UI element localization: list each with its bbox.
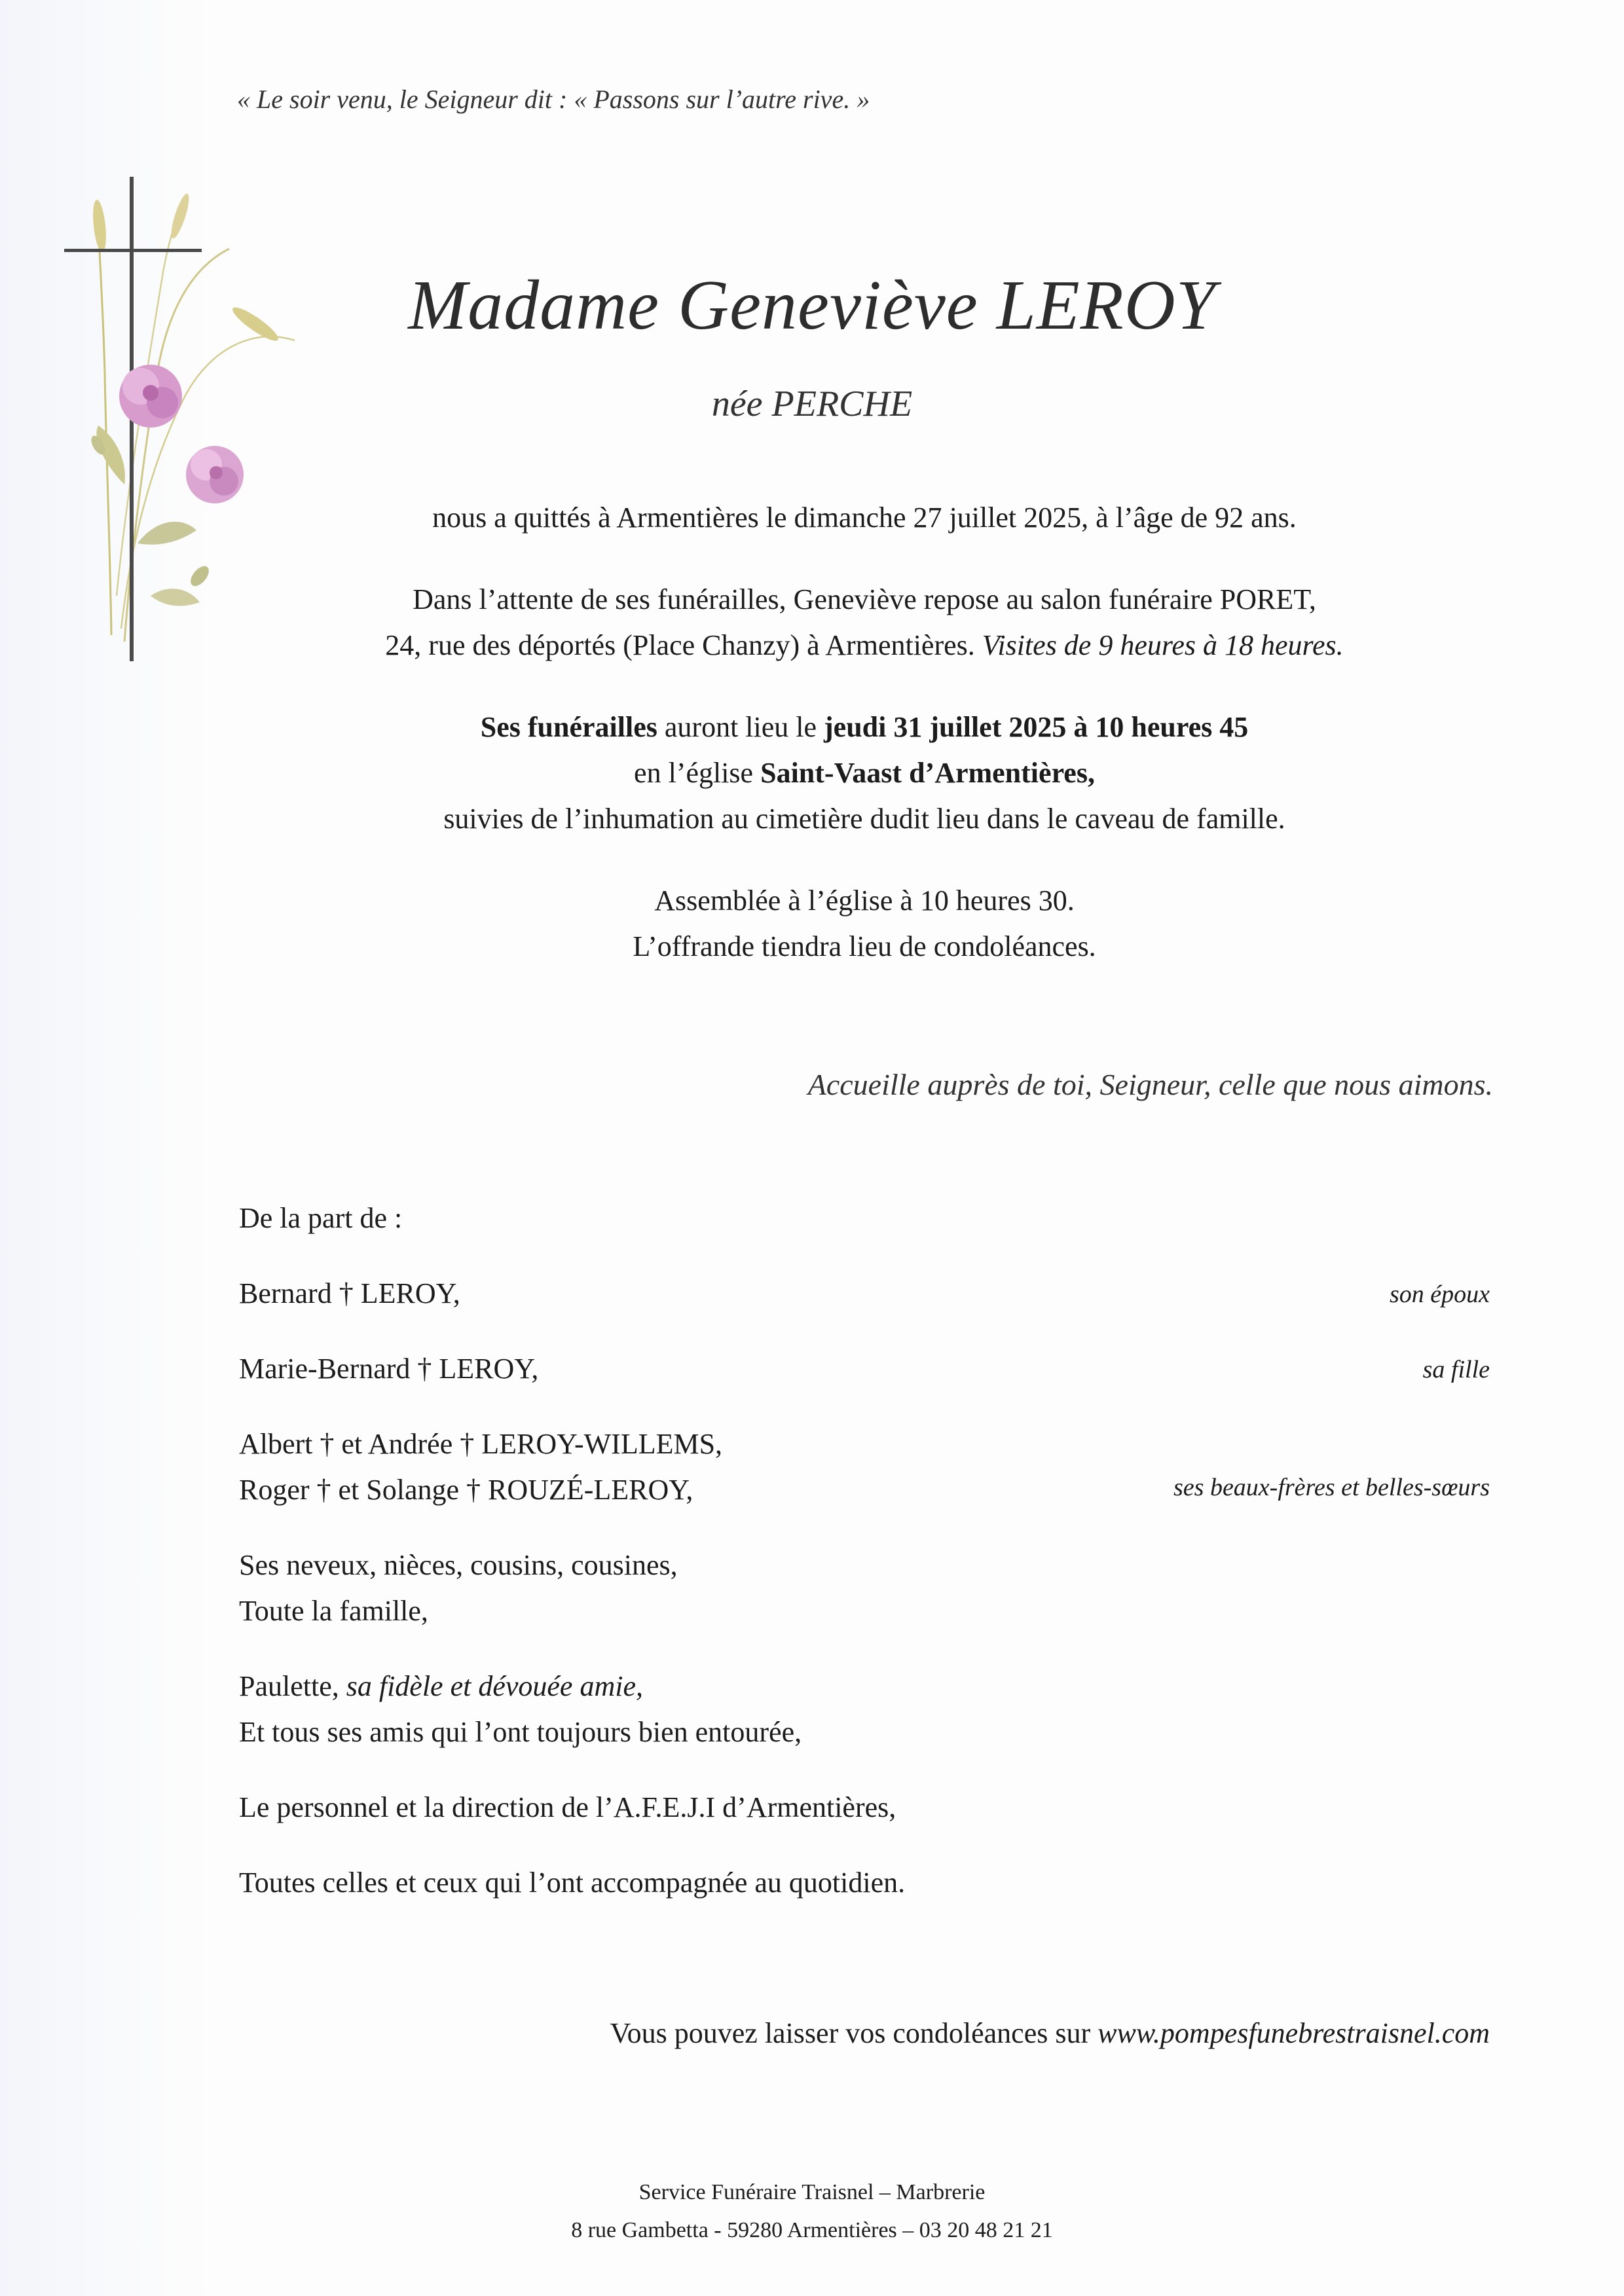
family-inlaws-1: Albert † et Andrée † LEROY-WILLEMS, — [239, 1428, 723, 1460]
funeral-line — [0, 710, 1624, 744]
family-all: Toutes celles et ceux qui l’ont accompagnée au quotidien. — [239, 1867, 906, 1899]
burial-line: suivies de l’inhumation au cimetière dudit lieu dans le caveau de famille. — [443, 803, 1285, 835]
deceased-name: Madame Geneviève LEROY — [408, 266, 1216, 344]
family-relatives-2: Toute la famille, — [239, 1595, 428, 1627]
family-inlaws-role: ses beaux-frères et belles-sœurs — [1173, 1474, 1490, 1501]
family-inlaws-2: Roger † et Solange † ROUZÉ-LEROY, — [239, 1474, 693, 1506]
condolences-text: Vous pouvez laisser vos condoléances sur — [610, 2017, 1091, 2049]
rest-line-2 — [0, 629, 1624, 662]
family-friend — [239, 1669, 643, 1703]
church-line — [0, 756, 1624, 790]
condolences-url[interactable]: www.pompesfunebrestraisnel.com — [1098, 2017, 1490, 2049]
family-husband-role: son époux — [1389, 1281, 1490, 1308]
assembly-line: Assemblée à l’église à 10 heures 30. — [654, 884, 1075, 917]
funeral-date: jeudi 31 juillet 2025 à 10 heures 45 — [824, 711, 1249, 743]
offering-line: L’offrande tiendra lieu de condoléances. — [633, 930, 1096, 962]
footer-company: Service Funéraire Traisnel – Marbrerie — [638, 2180, 986, 2204]
family-friends: Et tous ses amis qui l’ont toujours bien entourée, — [239, 1716, 802, 1748]
death-notice: nous a quittés à Armentières le dimanche 27 juillet 2025, à l’âge de 92 ans. — [432, 501, 1297, 534]
church-prefix: en l’église — [634, 757, 754, 789]
footer-address: 8 rue Gambetta - 59280 Armentières – 03 20 48 21 21 — [571, 2218, 1053, 2242]
rest-line-1: Dans l’attente de ses funérailles, Geneviève repose au salon funéraire PORET, — [413, 583, 1316, 615]
family-daughter-role: sa fille — [1422, 1356, 1490, 1383]
motto: Accueille auprès de toi, Seigneur, celle que nous aimons. — [807, 1068, 1493, 1101]
family-staff: Le personnel et la direction de l’A.F.E.J.I d’Armentières, — [239, 1791, 896, 1823]
funeral-label: Ses funérailles — [480, 711, 657, 743]
family-intro: De la part de : — [239, 1202, 403, 1234]
friend-name: Paulette, — [239, 1670, 339, 1702]
visiting-hours: Visites de 9 heures à 18 heures. — [982, 629, 1344, 661]
funeral-mid: auront lieu le — [664, 711, 817, 743]
family-relatives-1: Ses neveux, nièces, cousins, cousines, — [239, 1549, 678, 1581]
friend-desc: sa fidèle et dévouée amie, — [346, 1670, 643, 1702]
epigraph: « Le soir venu, le Seigneur dit : « Passons sur l’autre rive. » — [237, 84, 870, 114]
family-husband: Bernard † LEROY, — [239, 1277, 460, 1309]
rest-address: 24, rue des déportés (Place Chanzy) à Armentières. — [385, 629, 975, 661]
family-daughter: Marie-Bernard † LEROY, — [239, 1353, 539, 1385]
church-name: Saint-Vaast d’Armentières, — [760, 757, 1095, 789]
condolences-line — [610, 2016, 1490, 2050]
maiden-name: née PERCHE — [711, 384, 913, 424]
